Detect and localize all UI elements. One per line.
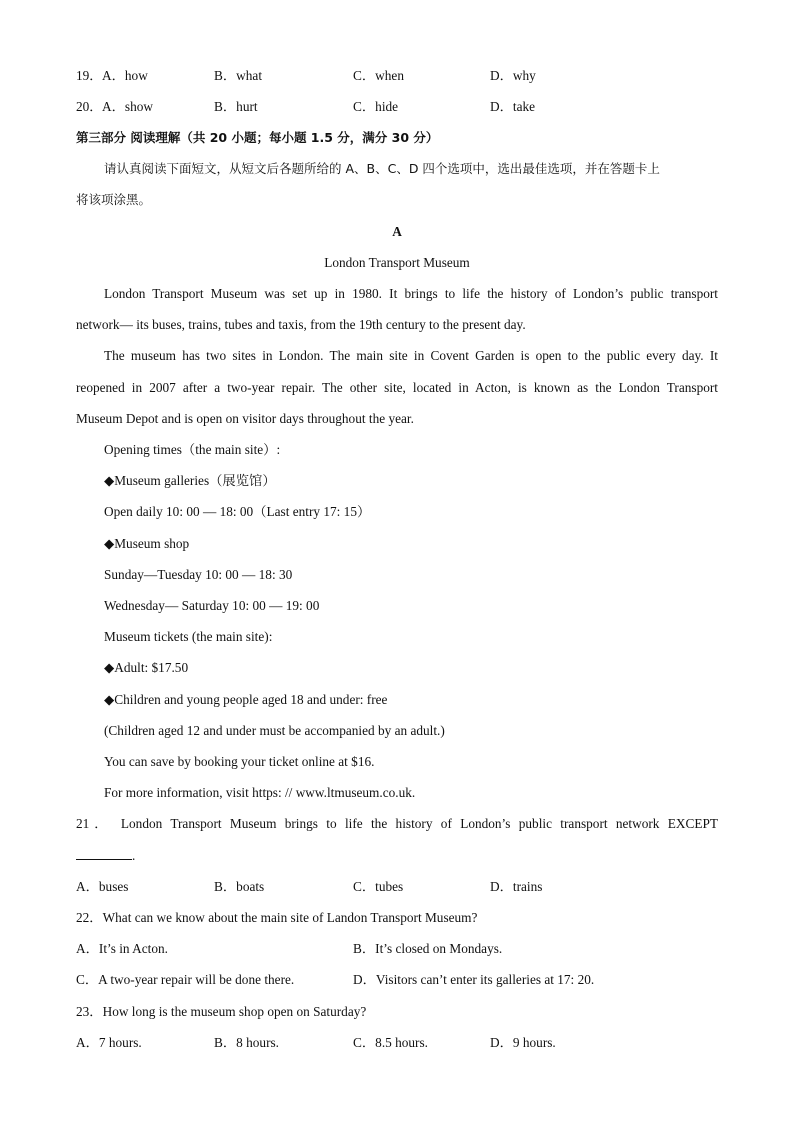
opening-times-heading: Opening times（the main site）: [104, 442, 281, 457]
online-booking: You can save by booking your ticket online at $16. [104, 754, 375, 769]
section-instruction-line-1: 请认真阅读下面短文，从短文后各题所给的 A、B、C、D 四个选项中，选出最佳选项，并在答题卡上 [104, 161, 660, 176]
shop-hours-wed-sat: Wednesday— Saturday 10: 00 — 19: 00 [104, 598, 320, 613]
ticket-note: (Children aged 12 and under must be accompanied by an adult.) [104, 723, 445, 738]
paragraph-2-line-1: The museum has two sites in London. The main site in Covent Garden is open to the public every day. It [104, 348, 718, 363]
q20-option-b: B．hurt [214, 99, 258, 114]
answer-blank [76, 846, 132, 860]
q19-option-d: D．why [490, 68, 536, 83]
question-21-blank-line [76, 846, 718, 865]
question-21-stem: 21． London Transport Museum brings to life the history of London’s public transport network EXCEPT [76, 816, 718, 831]
q21-option-d: D．trains [490, 879, 543, 894]
ticket-children: ◆Children and young people aged 18 and under: free [104, 692, 388, 707]
q19-option-b: B．what [214, 68, 263, 83]
q22-option-c: C．A two-year repair will be done there. [76, 972, 295, 987]
q23-option-c: C．8.5 hours. [353, 1035, 428, 1050]
q21-option-a: A．buses [76, 879, 129, 894]
q21-stem-end: . [132, 848, 136, 863]
question-22-stem: 22．What can we know about the main site of Landon Transport Museum? [76, 910, 478, 925]
paragraph-2-line-2: reopened in 2007 after a two-year repair. The other site, located in Acton, is known as the London Transport [76, 380, 718, 395]
question-23-stem: 23．How long is the museum shop open on Saturday? [76, 1004, 367, 1019]
q23-option-d: D．9 hours. [490, 1035, 556, 1050]
q20-num: 20． [76, 99, 103, 114]
shop-heading: ◆Museum shop [104, 536, 190, 551]
passage-letter: A [392, 224, 402, 239]
q22-option-d: D．Visitors can’t enter its galleries at 17: 20. [353, 972, 595, 987]
q23-option-b: B．8 hours. [214, 1035, 280, 1050]
q19-num: 19． [76, 68, 103, 83]
q20-option-d: D．take [490, 99, 536, 114]
paragraph-1-line-2: network— its buses, trains, tubes and taxis, from the 19th century to the present day. [76, 317, 526, 332]
galleries-hours: Open daily 10: 00 — 18: 00（Last entry 17: 15） [104, 504, 371, 519]
q21-option-c: C．tubes [353, 879, 404, 894]
q21-option-b: B．boats [214, 879, 265, 894]
section-title: 第三部分 阅读理解（共 20 小题；每小题 1.5 分，满分 30 分） [76, 130, 439, 145]
q22-option-b: B．It’s closed on Mondays. [353, 941, 503, 956]
q22-option-a: A．It’s in Acton. [76, 941, 168, 956]
galleries-heading: ◆Museum galleries（展览馆） [104, 473, 276, 488]
paragraph-2-line-3: Museum Depot and is open on visitor days throughout the year. [76, 411, 414, 426]
section-instruction-line-2: 将该项涂黑。 [76, 192, 152, 207]
passage-title: London Transport Museum [324, 255, 470, 270]
ticket-adult: ◆Adult: $17.50 [104, 660, 189, 675]
more-info: For more information, visit https: // www.ltmuseum.co.uk. [104, 785, 416, 800]
q19-option-c: C．when [353, 68, 404, 83]
shop-hours-sun-tue: Sunday—Tuesday 10: 00 — 18: 30 [104, 567, 293, 582]
paragraph-1-line-1: London Transport Museum was set up in 1980. It brings to life the history of London’s public transport [104, 286, 718, 301]
q20-option-c: C．hide [353, 99, 399, 114]
tickets-heading: Museum tickets (the main site): [104, 629, 273, 644]
q19-option-a: A．how [102, 68, 148, 83]
q23-option-a: A．7 hours. [76, 1035, 142, 1050]
q20-option-a: A．show [102, 99, 153, 114]
